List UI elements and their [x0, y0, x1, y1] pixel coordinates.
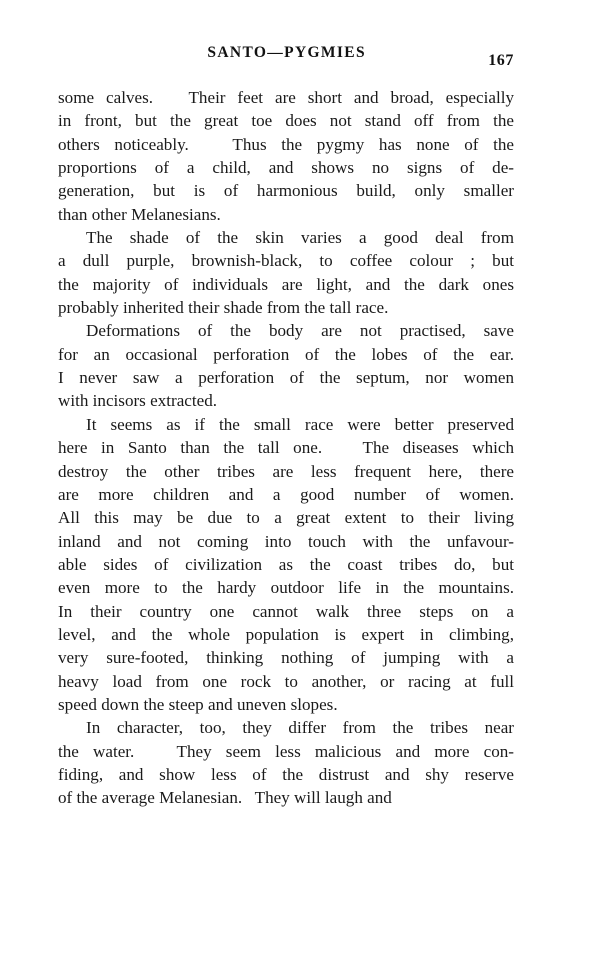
text-line: fiding, and show less of the distrust and shy reserve — [58, 764, 514, 784]
text-line: inland and not coming into touch with the unfavour- — [58, 531, 514, 551]
text-line: proportions of a child, and shows no signs of de- — [58, 158, 514, 178]
page-number: 167 — [488, 52, 514, 69]
running-head-title: SANTO—PYGMIES — [207, 44, 366, 61]
text-line: the water. They seem less malicious and more con- — [58, 741, 514, 761]
text-line: generation, but is of harmonious build, only smaller — [58, 181, 514, 201]
text-line: some calves. Their feet are short and broad, especially — [58, 88, 514, 107]
text-line: a dull purple, brownish-black, to coffee colour ; but — [58, 251, 514, 271]
paragraph — [58, 413, 514, 716]
paragraph — [58, 716, 514, 809]
text-line: probably inherited their shade from the tall race. — [58, 298, 389, 318]
text-line: in front, but the great toe does not stand off from the — [58, 111, 514, 131]
text-line: In character, too, they differ from the tribes near — [86, 718, 514, 738]
text-line: All this may be due to a great extent to their living — [58, 508, 514, 528]
text-line: with incisors extracted. — [58, 391, 218, 411]
text-line: than other Melanesians. — [58, 204, 221, 224]
text-line: able sides of civilization as the coast tribes do, but — [58, 554, 514, 574]
text-line: others noticeably. Thus the pygmy has none of the — [58, 134, 514, 154]
text-line: the majority of individuals are light, and the dark ones — [58, 274, 514, 294]
text-line: even more to the hardy outdoor life in the mountains. — [58, 578, 514, 598]
text-line: level, and the whole population is expert in climbing, — [58, 624, 514, 644]
text-line: here in Santo than the tall one. The diseases which — [58, 438, 514, 458]
text-line: for an occasional perforation of the lobes of the ear. — [58, 344, 514, 364]
paragraph — [58, 226, 514, 319]
text-line: speed down the steep and uneven slopes. — [58, 694, 338, 714]
paragraph — [58, 319, 514, 412]
paragraph — [58, 86, 514, 226]
text-line: are more children and a good number of women. — [58, 484, 514, 504]
text-line: I never saw a perforation of the septum, nor women — [58, 368, 514, 388]
text-line: heavy load from one rock to another, or racing at full — [58, 671, 514, 691]
text-line: of the average Melanesian. They will laugh and — [58, 788, 392, 808]
text-line: In their country one cannot walk three steps on a — [58, 601, 514, 621]
text-line: Deformations of the body are not practised, save — [86, 321, 514, 341]
text-line: destroy the other tribes are less frequent here, there — [58, 461, 514, 481]
text-line: The shade of the skin varies a good deal from — [86, 228, 514, 248]
running-head — [58, 44, 514, 70]
body-text — [58, 86, 514, 810]
text-line: very sure-footed, thinking nothing of jumping with a — [58, 648, 514, 668]
text-line: It seems as if the small race were better preserved — [86, 414, 514, 434]
